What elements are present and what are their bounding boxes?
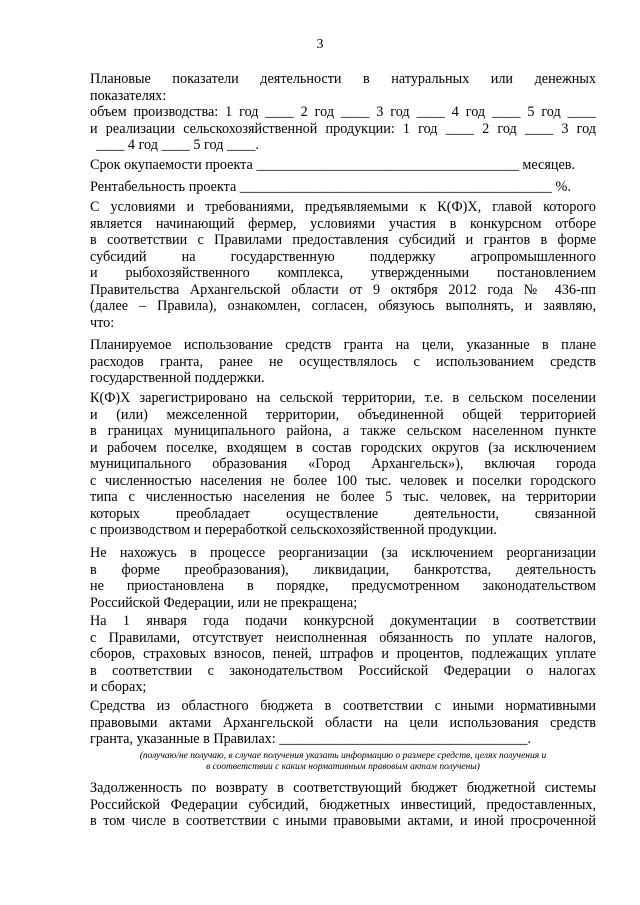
- regional-funds-note: [90, 751, 596, 773]
- planned-use-line: государственной поддержки.: [90, 370, 265, 386]
- reorganization-paragraph: [90, 545, 596, 611]
- note-line: (получаю/не получаю, в случае получения указать информацию о размере средств, целях получения и: [139, 751, 547, 761]
- obligations-line: с Правилами, отсутствует неисполненная обязанность по уплате налогов,: [90, 629, 596, 646]
- registration-paragraph: [90, 390, 596, 539]
- regional-funds-line: гранта, указанные в Правилах: ___________________________________.: [90, 731, 532, 747]
- sales-line-cont: ____ 4 год ____ 5 год ____.: [96, 137, 259, 153]
- conditions-line: (далее – Правила), ознакомлен, согласен, обязуюсь выполнять, и заявляю,: [90, 298, 596, 314]
- conditions-line: С условиями и требованиями, предъявляемыми к К(Ф)Х, главой которого: [90, 199, 596, 215]
- debt-line: в том числе в соответствии с иными правовыми актами, и иной просроченной: [90, 813, 596, 829]
- obligations-line: в соответствии с законодательством Российской Федерации о налогах: [90, 662, 596, 679]
- conditions-line: в соответствии с Правилами предоставления субсидий и грантов в форме: [90, 232, 596, 248]
- obligations-paragraph: [90, 613, 596, 696]
- registration-line: и рабочем поселке, входящем в состав городских округов (за исключением: [90, 439, 596, 456]
- regional-funds-paragraph: [90, 698, 596, 748]
- registration-line: с производством и переработкой сельскохозяйственной продукции.: [90, 522, 497, 538]
- planned-use-line: Планируемое использование средств гранта на цели, указанные в плане: [90, 337, 596, 353]
- regional-funds-line: Средства из областного бюджета в соответствии с иными нормативными: [90, 698, 596, 714]
- planned-use-line: расходов гранта, ранее не осуществлялось с использованием средств: [90, 353, 596, 370]
- production-volume-line: объем производства: 1 год ____ 2 год ____ 3 год ____ 4 год ____ 5 год ____: [90, 104, 596, 120]
- note-line: в соответствии с каким нормативным правовым актам получены): [206, 762, 480, 772]
- obligations-line: На 1 января года подачи конкурсной документации в соответствии: [90, 613, 596, 629]
- indicators-heading: Плановые показатели деятельности в натуральных или денежных: [90, 71, 596, 87]
- obligations-line: и сборах;: [90, 679, 147, 695]
- planned-indicators: [90, 71, 596, 154]
- registration-line: К(Ф)Х зарегистрировано на сельской территории, т.е. в сельском поселении: [90, 390, 596, 406]
- registration-line: типа с численностью населения не более 5 тыс. человек, на территории: [90, 489, 596, 505]
- debt-line: Задолженность по возврату в соответствующий бюджет бюджетной системы: [90, 780, 596, 796]
- debt-paragraph: [90, 780, 596, 830]
- reorganization-line: Российской Федерации, или не прекращена;: [90, 594, 358, 611]
- conditions-line: является начинающий фермер, условиями участия в конкурсном отборе: [90, 215, 596, 232]
- registration-line: которых преобладает осуществление деятельности, связанной: [90, 505, 596, 522]
- debt-line: Российской Федерации субсидий, бюджетных инвестиций, предоставленных,: [90, 796, 596, 813]
- conditions-line: субсидий на государственную поддержку агропромышленного: [90, 248, 596, 265]
- profitability-text: Рентабельность проекта ____________________________________________ %.: [90, 179, 571, 195]
- payback-text: Срок окупаемости проекта _____________________________________ месяцев.: [90, 157, 575, 173]
- registration-line: с численностью населения не более 100 тыс. человек и поселки городского: [90, 472, 596, 489]
- reorganization-line: Не нахожусь в процессе реорганизации (за исключением реорганизации: [90, 545, 596, 561]
- page-number: 3: [316, 37, 324, 52]
- conditions-paragraph: [90, 199, 596, 331]
- obligations-line: сборов, страховых взносов, пеней, штрафов и процентов, подлежащих уплате: [90, 646, 596, 662]
- registration-line: и (или) межселенной территории, объединенной общей территорией: [90, 406, 596, 423]
- payback-line: [90, 157, 596, 174]
- regional-funds-line: правовыми актами Архангельской области на цели использования средств: [90, 714, 596, 731]
- registration-line: муниципального образования «Город Архангельск»), включая города: [90, 456, 596, 472]
- reorganization-line: в форме преобразования), ликвидации, банкротства, деятельность: [90, 561, 596, 578]
- conditions-line: Правительства Архангельской области от 9 октября 2012 года № 436-пп: [90, 281, 596, 298]
- reorganization-line: не приостановлена в порядке, предусмотренном законодательством: [90, 578, 596, 594]
- registration-line: в границах муниципального района, а также сельском населенном пункте: [90, 423, 596, 439]
- profitability-line: [90, 179, 596, 196]
- conditions-line: и рыбохозяйственного комплекса, утвержденными постановлением: [90, 265, 596, 281]
- indicators-heading-cont: показателях:: [90, 87, 167, 104]
- sales-line: и реализации сельскохозяйственной продукции: 1 год ____ 2 год ____ 3 год: [90, 120, 596, 137]
- planned-use-paragraph: [90, 337, 596, 387]
- conditions-line: что:: [90, 314, 115, 331]
